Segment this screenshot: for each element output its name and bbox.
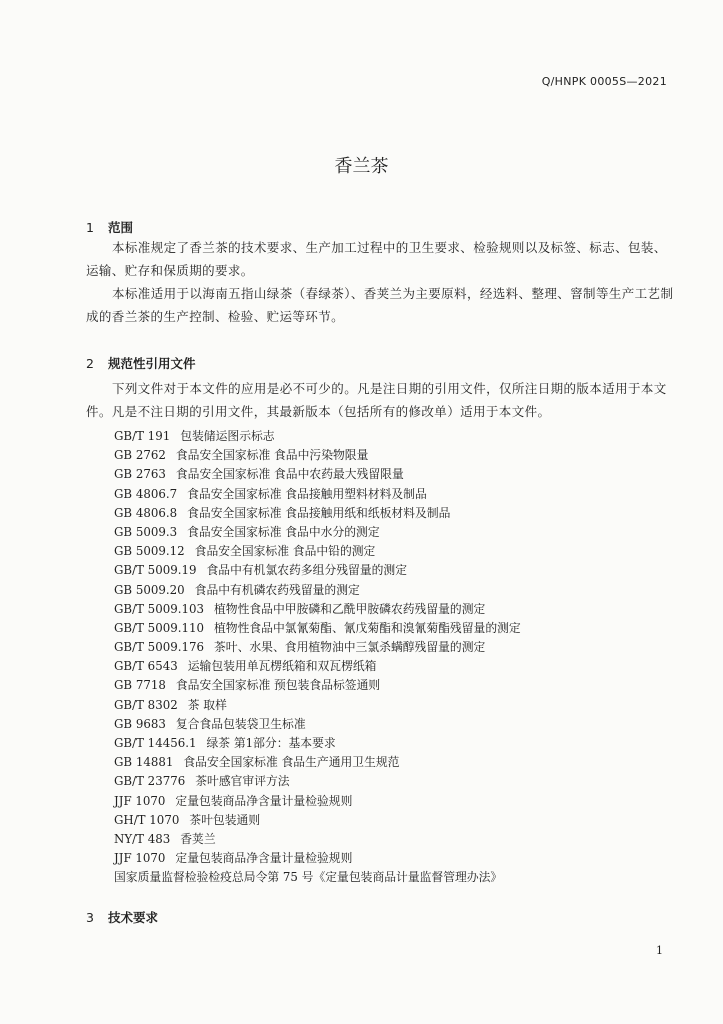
reference-item — [114, 542, 521, 561]
reference-item — [114, 657, 521, 676]
section-title: 规范性引用文件 — [108, 356, 196, 371]
section-title: 范围 — [108, 220, 134, 235]
reference-code: GB/T 14456.1 — [114, 736, 197, 750]
reference-title: 食品安全国家标准 食品接触用塑料材料及制品 — [187, 486, 427, 501]
reference-title: 复合食品包装袋卫生标准 — [175, 716, 306, 731]
reference-code: GB 4806.7 — [114, 486, 178, 501]
reference-code: GB 9683 — [114, 716, 166, 731]
reference-item — [114, 849, 521, 868]
reference-code: GB/T 5009.176 — [114, 640, 204, 655]
reference-code: JJF 1070 — [114, 851, 166, 866]
reference-title: 茶 取样 — [187, 697, 227, 712]
section-number: 3 — [86, 910, 94, 925]
reference-item — [114, 715, 521, 734]
reference-item — [114, 753, 521, 772]
reference-item — [114, 427, 521, 446]
reference-item — [114, 830, 521, 849]
document-number: Q/HNPK 0005S—2021 — [541, 75, 667, 88]
reference-title: 食品安全国家标准 食品接触用纸和纸板材料及制品 — [187, 505, 451, 520]
reference-item — [114, 485, 521, 504]
reference-item — [114, 868, 521, 887]
reference-item — [114, 504, 521, 523]
section-number: 2 — [86, 356, 94, 371]
page-title: 香兰茶 — [334, 156, 389, 177]
reference-title: 运输包装用单瓦楞纸箱和双瓦楞纸箱 — [187, 659, 377, 674]
reference-title: 食品安全国家标准 预包装食品标签通则 — [175, 678, 381, 693]
reference-code: GB 5009.12 — [114, 544, 185, 559]
reference-item — [114, 811, 521, 830]
reference-title: 国家质量监督检验检疫总局令第 75 号《定量包装商品计量监督管理办法》 — [114, 870, 503, 885]
reference-item — [114, 561, 521, 580]
reference-title: 食品安全国家标准 食品中铅的测定 — [194, 544, 376, 559]
section-3-heading — [86, 908, 158, 926]
reference-title: 食品中有机磷农药残留量的测定 — [194, 582, 360, 597]
reference-code: GB 4806.8 — [114, 505, 178, 520]
reference-item — [114, 523, 521, 542]
reference-item — [114, 446, 521, 465]
section-title: 技术要求 — [108, 910, 159, 925]
reference-list — [114, 427, 521, 888]
reference-item — [114, 600, 521, 619]
reference-title: 包装储运图示标志 — [180, 429, 275, 443]
reference-code: GB/T 6543 — [114, 659, 178, 674]
reference-code: GB 7718 — [114, 678, 166, 693]
reference-title: 定量包装商品净含量计量检验规则 — [175, 793, 353, 808]
section-1-para-2: 本标准适用于以海南五指山绿茶（春绿茶）、香荚兰为主要原料，经选料、整理、窨制等生产工艺制成的香兰茶的生产控制、检验、贮运等环节。 — [86, 286, 674, 324]
reference-code: GB 5009.20 — [114, 582, 185, 597]
page-number: 1 — [656, 944, 663, 957]
reference-item — [114, 676, 521, 695]
reference-title: 植物性食品中氯氰菊酯、氰戊菊酯和溴氰菊酯残留量的测定 — [213, 620, 521, 635]
reference-code: JJF 1070 — [114, 793, 166, 808]
section-1-para-1: 本标准规定了香兰茶的技术要求、生产加工过程中的卫生要求、检验规则以及标签、标志、包装、运输、贮存和保质期的要求。 — [86, 240, 667, 278]
reference-title: 绿茶 第1部分：基本要求 — [206, 736, 336, 750]
reference-code: GB 14881 — [114, 755, 174, 770]
reference-code: GB 2763 — [114, 467, 166, 482]
reference-item — [114, 581, 521, 600]
reference-title: 食品安全国家标准 食品生产通用卫生规范 — [183, 755, 400, 770]
reference-item — [114, 792, 521, 811]
reference-title: 食品安全国家标准 食品中污染物限量 — [175, 448, 369, 463]
reference-title: 茶叶感官审评方法 — [195, 774, 290, 789]
reference-code: GB/T 5009.110 — [114, 620, 204, 635]
reference-title: 茶叶、水果、食用植物油中三氯杀螨醇残留量的测定 — [213, 640, 486, 655]
reference-title: 香荚兰 — [180, 831, 216, 846]
reference-code: GB/T 8302 — [114, 697, 178, 712]
reference-title: 茶叶包装通则 — [189, 812, 261, 827]
reference-code: GB/T 23776 — [114, 774, 186, 789]
reference-code: GB/T 191 — [114, 429, 171, 443]
section-2-para-1: 下列文件对于本文件的应用是必不可少的。凡是注日期的引用文件，仅所注日期的版本适用于本文件。凡是不注日期的引用文件，其最新版本（包括所有的修改单）适用于本文件。 — [86, 381, 667, 419]
reference-code: GH/T 1070 — [114, 812, 180, 827]
reference-item — [114, 696, 521, 715]
reference-title: 植物性食品中甲胺磷和乙酰甲胺磷农药残留量的测定 — [213, 601, 486, 616]
reference-code: GB 5009.3 — [114, 524, 178, 539]
reference-code: GB/T 5009.103 — [114, 601, 204, 616]
section-1-heading — [86, 218, 133, 236]
reference-title: 食品安全国家标准 食品中农药最大残留限量 — [175, 467, 404, 482]
reference-code: NY/T 483 — [114, 831, 171, 846]
reference-item — [114, 638, 521, 657]
reference-item — [114, 619, 521, 638]
reference-item — [114, 734, 521, 753]
reference-title: 食品安全国家标准 食品中水分的测定 — [187, 524, 380, 539]
reference-item — [114, 772, 521, 791]
section-number: 1 — [86, 220, 94, 235]
reference-code: GB/T 5009.19 — [114, 563, 197, 578]
reference-title: 食品中有机氯农药多组分残留量的测定 — [206, 563, 408, 578]
reference-code: GB 2762 — [114, 448, 166, 463]
reference-item — [114, 465, 521, 484]
section-2-heading — [86, 354, 196, 372]
reference-title: 定量包装商品净含量计量检验规则 — [175, 851, 353, 866]
